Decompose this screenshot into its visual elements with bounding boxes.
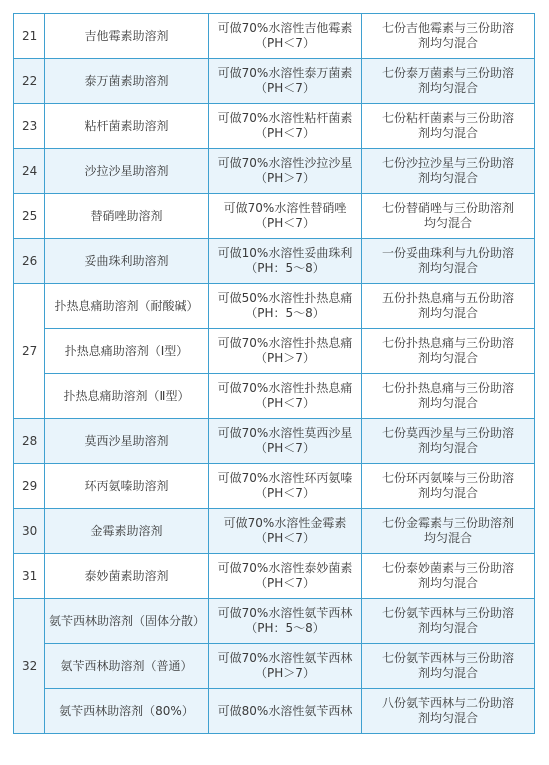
product-spec xyxy=(209,554,362,599)
spec-line: （PH＜7） xyxy=(255,486,315,500)
mix-line: 七份环丙氨嗪与三份助溶 xyxy=(381,471,514,485)
row-number: 32 xyxy=(14,599,45,734)
spec-line: 可做70%水溶性粘杆菌素 xyxy=(217,111,353,125)
mix-line: 剂均匀混合 xyxy=(417,666,478,680)
mix-line: 剂均匀混合 xyxy=(417,621,478,635)
mix-line: 剂均匀混合 xyxy=(417,306,478,320)
mix-line: 七份吉他霉素与三份助溶 xyxy=(381,21,514,35)
table-row xyxy=(14,554,535,599)
mix-instruction xyxy=(362,59,535,104)
spec-line: （PH＞7） xyxy=(255,666,315,680)
table-row xyxy=(14,509,535,554)
mix-line: 剂均匀混合 xyxy=(417,441,478,455)
mix-line: 八份氨苄西林与二份助溶 xyxy=(381,696,514,710)
mix-instruction xyxy=(362,194,535,239)
mix-line: 剂均匀混合 xyxy=(417,36,478,50)
product-name: 扑热息痛助溶剂（耐酸碱） xyxy=(45,284,209,329)
row-number: 24 xyxy=(14,149,45,194)
product-name: 扑热息痛助溶剂（Ⅰ型） xyxy=(45,329,209,374)
spec-line: （PH＜7） xyxy=(255,126,315,140)
mix-instruction xyxy=(362,149,535,194)
product-spec xyxy=(209,104,362,149)
mix-line: 一份妥曲珠利与九份助溶 xyxy=(381,246,514,260)
row-number: 29 xyxy=(14,464,45,509)
spec-line: 可做70%水溶性吉他霉素 xyxy=(217,21,353,35)
product-name: 泰万菌素助溶剂 xyxy=(45,59,209,104)
mix-line: 七份氨苄西林与三份助溶 xyxy=(381,606,514,620)
product-name: 粘杆菌素助溶剂 xyxy=(45,104,209,149)
product-name: 氨苄西林助溶剂（80%） xyxy=(45,689,209,734)
product-name: 莫西沙星助溶剂 xyxy=(45,419,209,464)
spec-line: （PH＜7） xyxy=(255,531,315,545)
mix-instruction xyxy=(362,374,535,419)
spec-line: 可做80%水溶性氨苄西林 xyxy=(217,703,353,718)
row-number: 30 xyxy=(14,509,45,554)
spec-line: （PH＞7） xyxy=(255,171,315,185)
mix-instruction xyxy=(362,104,535,149)
table-row xyxy=(14,599,535,644)
mix-instruction xyxy=(362,599,535,644)
table-row xyxy=(14,149,535,194)
spec-line: 可做70%水溶性莫西沙星 xyxy=(217,426,353,440)
mix-instruction xyxy=(362,464,535,509)
mix-line: 五份扑热息痛与五份助溶 xyxy=(381,291,514,305)
mix-line: 剂均匀混合 xyxy=(417,486,478,500)
mix-instruction xyxy=(362,284,535,329)
spec-line: （PH：5～8） xyxy=(245,621,325,635)
product-name: 吉他霉素助溶剂 xyxy=(45,14,209,59)
mix-line: 剂均匀混合 xyxy=(417,171,478,185)
product-spec xyxy=(209,284,362,329)
spec-line: （PH＜7） xyxy=(255,216,315,230)
product-spec xyxy=(209,464,362,509)
spec-line: 可做70%水溶性替硝唑 xyxy=(223,201,347,215)
spec-line: 可做70%水溶性氨苄西林 xyxy=(217,651,353,665)
table-row xyxy=(14,14,535,59)
mix-instruction xyxy=(362,239,535,284)
table-row xyxy=(14,329,535,374)
mix-instruction xyxy=(362,509,535,554)
mix-line: 七份扑热息痛与三份助溶 xyxy=(381,381,514,395)
spec-line: 可做70%水溶性泰万菌素 xyxy=(217,66,353,80)
product-spec xyxy=(209,149,362,194)
mix-instruction xyxy=(362,14,535,59)
product-spec xyxy=(209,329,362,374)
mix-line: 均匀混合 xyxy=(423,216,472,230)
product-name: 泰妙菌素助溶剂 xyxy=(45,554,209,599)
mix-line: 剂均匀混合 xyxy=(417,396,478,410)
table-row xyxy=(14,689,535,734)
spec-line: 可做70%水溶性扑热息痛 xyxy=(217,381,353,395)
row-number: 21 xyxy=(14,14,45,59)
table-row xyxy=(14,194,535,239)
spec-line: 可做70%水溶性沙拉沙星 xyxy=(217,156,353,170)
row-number: 27 xyxy=(14,284,45,419)
row-number: 28 xyxy=(14,419,45,464)
table-row xyxy=(14,644,535,689)
spec-line: 可做70%水溶性氨苄西林 xyxy=(217,606,353,620)
mix-line: 剂均匀混合 xyxy=(417,81,478,95)
product-spec xyxy=(209,239,362,284)
product-name: 妥曲珠利助溶剂 xyxy=(45,239,209,284)
mix-line: 剂均匀混合 xyxy=(417,711,478,725)
row-number: 31 xyxy=(14,554,45,599)
product-spec xyxy=(209,59,362,104)
row-number: 23 xyxy=(14,104,45,149)
product-name: 氨苄西林助溶剂（固体分散） xyxy=(45,599,209,644)
product-spec xyxy=(209,599,362,644)
table-row xyxy=(14,464,535,509)
mix-line: 七份沙拉沙星与三份助溶 xyxy=(381,156,514,170)
product-table-body xyxy=(14,14,535,734)
spec-line: 可做70%水溶性扑热息痛 xyxy=(217,336,353,350)
product-spec xyxy=(209,509,362,554)
spec-line: （PH＞7） xyxy=(255,351,315,365)
spec-line: （PH：5～8） xyxy=(245,306,325,320)
mix-line: 七份金霉素与三份助溶剂 xyxy=(381,516,514,530)
mix-line: 均匀混合 xyxy=(423,531,472,545)
mix-instruction xyxy=(362,329,535,374)
mix-line: 七份泰万菌素与三份助溶 xyxy=(381,66,514,80)
spec-line: （PH＜7） xyxy=(255,396,315,410)
mix-instruction xyxy=(362,689,535,734)
row-number: 25 xyxy=(14,194,45,239)
mix-line: 七份氨苄西林与三份助溶 xyxy=(381,651,514,665)
mix-line: 七份泰妙菌素与三份助溶 xyxy=(381,561,514,575)
mix-line: 剂均匀混合 xyxy=(417,351,478,365)
product-table xyxy=(13,13,535,734)
product-name: 沙拉沙星助溶剂 xyxy=(45,149,209,194)
product-name: 金霉素助溶剂 xyxy=(45,509,209,554)
spec-line: （PH＜7） xyxy=(255,441,315,455)
mix-line: 剂均匀混合 xyxy=(417,576,478,590)
mix-line: 七份粘杆菌素与三份助溶 xyxy=(381,111,514,125)
product-spec xyxy=(209,14,362,59)
table-row xyxy=(14,239,535,284)
spec-line: 可做50%水溶性扑热息痛 xyxy=(217,291,353,305)
row-number: 26 xyxy=(14,239,45,284)
product-spec xyxy=(209,194,362,239)
product-spec xyxy=(209,644,362,689)
spec-line: （PH＜7） xyxy=(255,81,315,95)
spec-line: （PH＜7） xyxy=(255,36,315,50)
product-name: 氨苄西林助溶剂（普通） xyxy=(45,644,209,689)
mix-line: 剂均匀混合 xyxy=(417,261,478,275)
spec-line: （PH＜7） xyxy=(255,576,315,590)
product-spec xyxy=(209,419,362,464)
table-row xyxy=(14,104,535,149)
mix-line: 七份替硝唑与三份助溶剂 xyxy=(381,201,514,215)
product-name: 扑热息痛助溶剂（Ⅱ型） xyxy=(45,374,209,419)
spec-line: 可做70%水溶性环丙氨嗪 xyxy=(217,471,353,485)
product-name: 环丙氨嗪助溶剂 xyxy=(45,464,209,509)
product-name: 替硝唑助溶剂 xyxy=(45,194,209,239)
spec-line: 可做10%水溶性妥曲珠利 xyxy=(217,246,353,260)
table-row xyxy=(14,284,535,329)
spec-line: （PH：5～8） xyxy=(245,261,325,275)
table-row xyxy=(14,59,535,104)
table-row xyxy=(14,374,535,419)
product-spec xyxy=(209,374,362,419)
product-spec xyxy=(209,689,362,734)
mix-instruction xyxy=(362,419,535,464)
table-row xyxy=(14,419,535,464)
mix-instruction xyxy=(362,554,535,599)
mix-line: 剂均匀混合 xyxy=(417,126,478,140)
spec-line: 可做70%水溶性金霉素 xyxy=(223,516,347,530)
row-number: 22 xyxy=(14,59,45,104)
mix-instruction xyxy=(362,644,535,689)
mix-line: 七份扑热息痛与三份助溶 xyxy=(381,336,514,350)
spec-line: 可做70%水溶性泰妙菌素 xyxy=(217,561,353,575)
mix-line: 七份莫西沙星与三份助溶 xyxy=(381,426,514,440)
